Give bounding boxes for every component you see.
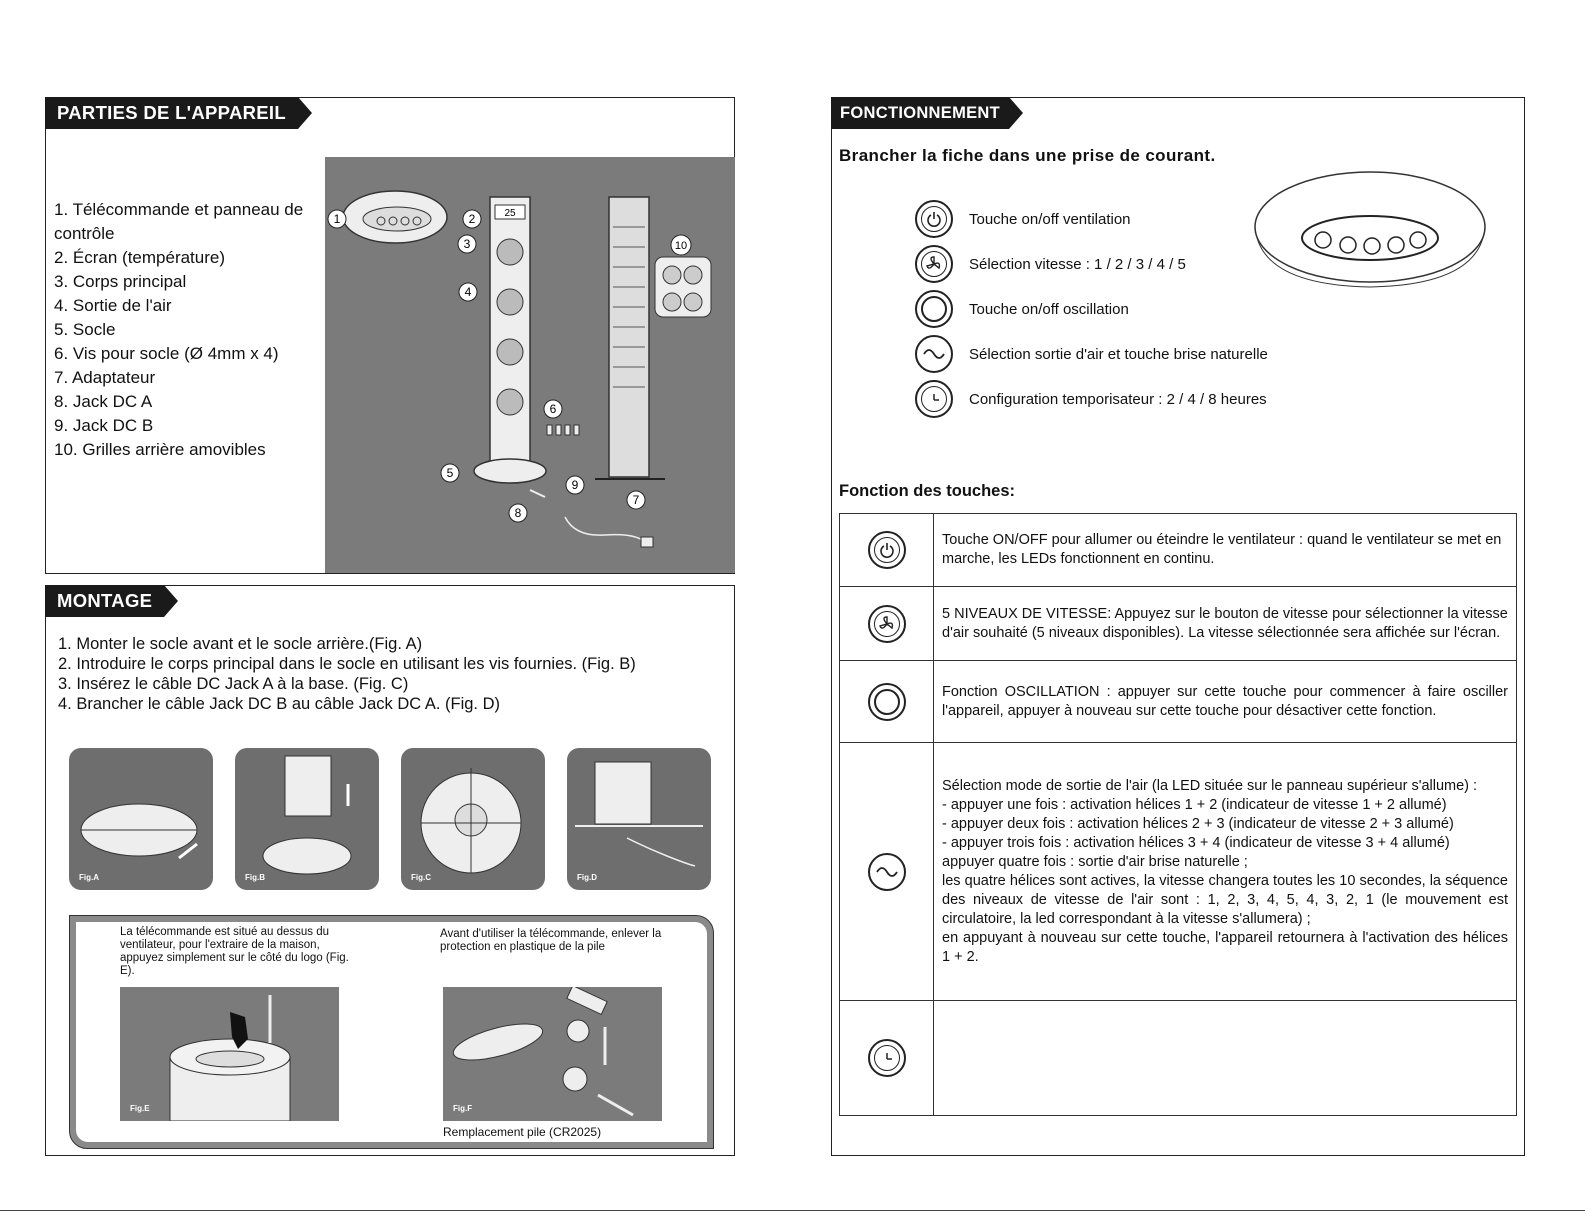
power-icon — [915, 200, 953, 238]
key-label: Touche on/off ventilation — [969, 210, 1131, 228]
text-line: - appuyer trois fois : activation hélices 3 + 4 (indicateur de vitesse 3 + 4 allumé) — [942, 834, 1450, 851]
table-row — [840, 587, 1517, 661]
functions-title: Fonction des touches: — [839, 482, 1016, 500]
function-text — [934, 743, 1517, 1001]
operation-header — [831, 97, 1009, 129]
montage-steps — [58, 634, 636, 714]
callout-label: 10 — [674, 240, 688, 252]
fig-label: Fig.B — [245, 873, 265, 882]
fig-label: Fig.D — [577, 873, 597, 882]
operation-subtitle: Brancher la fiche dans une prise de courant. — [839, 146, 1216, 165]
function-text: 5 NIVEAUX DE VITESSE: Appuyez sur le bouton de vitesse pour sélectionner la vitesse d'air souhaité (5 niveaux disponibles). La vitesse sélectionnée sera affichée sur l'écran. — [934, 587, 1517, 661]
key-label: Touche on/off oscillation — [969, 300, 1129, 318]
functions-table — [839, 513, 1517, 1116]
fan-diagram — [325, 157, 735, 573]
key-row-timer — [915, 380, 1267, 418]
fig-c — [401, 748, 545, 890]
fig-d — [567, 748, 711, 890]
fig-label: Fig.F — [453, 1104, 473, 1113]
list-item: 5. Socle — [54, 320, 116, 339]
callout-label: 4 — [464, 285, 472, 299]
oscillation-icon — [915, 290, 953, 328]
key-row-oscillation — [915, 290, 1129, 328]
list-item: 10. Grilles arrière amovibles — [54, 440, 266, 459]
list-item: 1. Monter le socle avant et le socle arrière.(Fig. A) — [58, 635, 423, 653]
callout-label: 6 — [549, 402, 557, 416]
parts-list — [54, 198, 303, 462]
key-row-power — [915, 200, 1131, 238]
text-line: en appuyant à nouveau sur cette touche, l'appareil retournera à l'activation des hélices 1 + 2. — [942, 929, 1508, 965]
montage-title: MONTAGE — [57, 590, 153, 611]
key-row-fan — [915, 245, 1186, 283]
power-icon — [868, 531, 906, 569]
remote-text-left: La télécommande est situé au dessus du ventilateur, pour l'extraire de la maison, appuyez simplement sur le côté du logo (Fig. E). — [120, 926, 349, 977]
display-text: 25 — [504, 208, 516, 219]
table-row — [840, 743, 1517, 1001]
fig-label: Fig.C — [411, 873, 431, 882]
callout-label: 3 — [463, 237, 471, 251]
list-item: 3. Corps principal — [54, 272, 187, 291]
parts-illustration — [325, 157, 735, 573]
table-row — [840, 514, 1517, 587]
table-row — [840, 1001, 1517, 1116]
list-item: 4. Brancher le câble Jack DC B au câble Jack DC A. (Fig. D) — [58, 695, 501, 713]
callout-label: 9 — [571, 478, 579, 492]
list-item: 6. Vis pour socle (Ø 4mm x 4) — [54, 344, 279, 363]
remote-text-right: Avant d'utiliser la télécommande, enlever la protection en plastique de la pile — [440, 928, 662, 953]
wave-icon — [868, 853, 906, 891]
wave-icon — [915, 335, 953, 373]
remote-illustration — [1250, 165, 1490, 300]
fan-icon — [915, 245, 953, 283]
list-item: 1. Télécommande et panneau de — [54, 200, 304, 219]
callout-label: 2 — [468, 212, 476, 226]
list-item: 7. Adaptateur — [54, 368, 156, 387]
list-item: 2. Écran (température) — [54, 248, 226, 267]
function-text — [934, 1001, 1517, 1116]
list-item: 9. Jack DC B — [54, 416, 154, 435]
fan-icon — [868, 605, 906, 643]
callout-label: 5 — [446, 466, 454, 480]
text-line: Sélection mode de sortie de l'air (la LED située sur le panneau supérieur s'allume) : — [942, 777, 1478, 794]
fig-a — [69, 748, 213, 890]
key-row-wave — [915, 335, 1268, 373]
fig-label: Fig.A — [79, 873, 99, 882]
fig-label: Fig.E — [130, 1104, 150, 1113]
text-line: - appuyer une fois : activation hélices 1 + 2 (indicateur de vitesse 1 + 2 allumé) — [942, 796, 1447, 813]
fig-f — [443, 987, 662, 1121]
list-item: contrôle — [54, 224, 115, 243]
timer-icon — [915, 380, 953, 418]
key-label: Configuration temporisateur : 2 / 4 / 8 heures — [969, 390, 1267, 408]
page-bottom-rule — [0, 1210, 1585, 1211]
operation-title: FONCTIONNEMENT — [840, 103, 1001, 122]
function-text: Fonction OSCILLATION : appuyer sur cette touche pour commencer à faire osciller l'appareil, appuyer à nouveau sur cette touche pour désactiver cette fonction. — [934, 661, 1517, 743]
function-text: Touche ON/OFF pour allumer ou éteindre le ventilateur : quand le ventilateur se met en marche, les LEDs fonctionnent en continu. — [934, 514, 1517, 587]
text-line: - appuyer deux fois : activation hélices 2 + 3 (indicateur de vitesse 2 + 3 allumé) — [942, 815, 1454, 832]
montage-header — [45, 585, 164, 617]
callout-label: 7 — [632, 493, 640, 507]
list-item: 2. Introduire le corps principal dans le socle en utilisant les vis fournies. (Fig. B) — [58, 655, 636, 673]
table-row — [840, 661, 1517, 743]
callout-label: 8 — [514, 506, 522, 520]
text-line: appuyer quatre fois : sortie d'air brise naturelle ; — [942, 853, 1248, 870]
list-item: 3. Insérez le câble DC Jack A à la base. (Fig. C) — [58, 675, 409, 693]
fig-b — [235, 748, 379, 890]
parts-title: PARTIES DE L'APPAREIL — [57, 102, 286, 123]
callout-label: 1 — [333, 212, 341, 226]
battery-caption: Remplacement pile (CR2025) — [443, 1125, 602, 1139]
key-label: Sélection sortie d'air et touche brise naturelle — [969, 345, 1268, 363]
list-item: 8. Jack DC A — [54, 392, 153, 411]
text-line: les quatre hélices sont actives, la vitesse changera toutes les 10 secondes, la séquence des niveaux de vitesse de l'air sont : 1, 2, 3, 4, 5, 4, 3, 2, 1 (le mouvement est circulatoire, la led correspondant à la vitesse s'allumera) ; — [942, 872, 1508, 927]
timer-icon — [868, 1039, 906, 1077]
key-label: Sélection vitesse : 1 / 2 / 3 / 4 / 5 — [969, 255, 1186, 273]
fig-e — [120, 987, 339, 1121]
list-item: 4. Sortie de l'air — [54, 296, 172, 315]
oscillation-icon — [868, 683, 906, 721]
parts-header — [45, 97, 298, 129]
